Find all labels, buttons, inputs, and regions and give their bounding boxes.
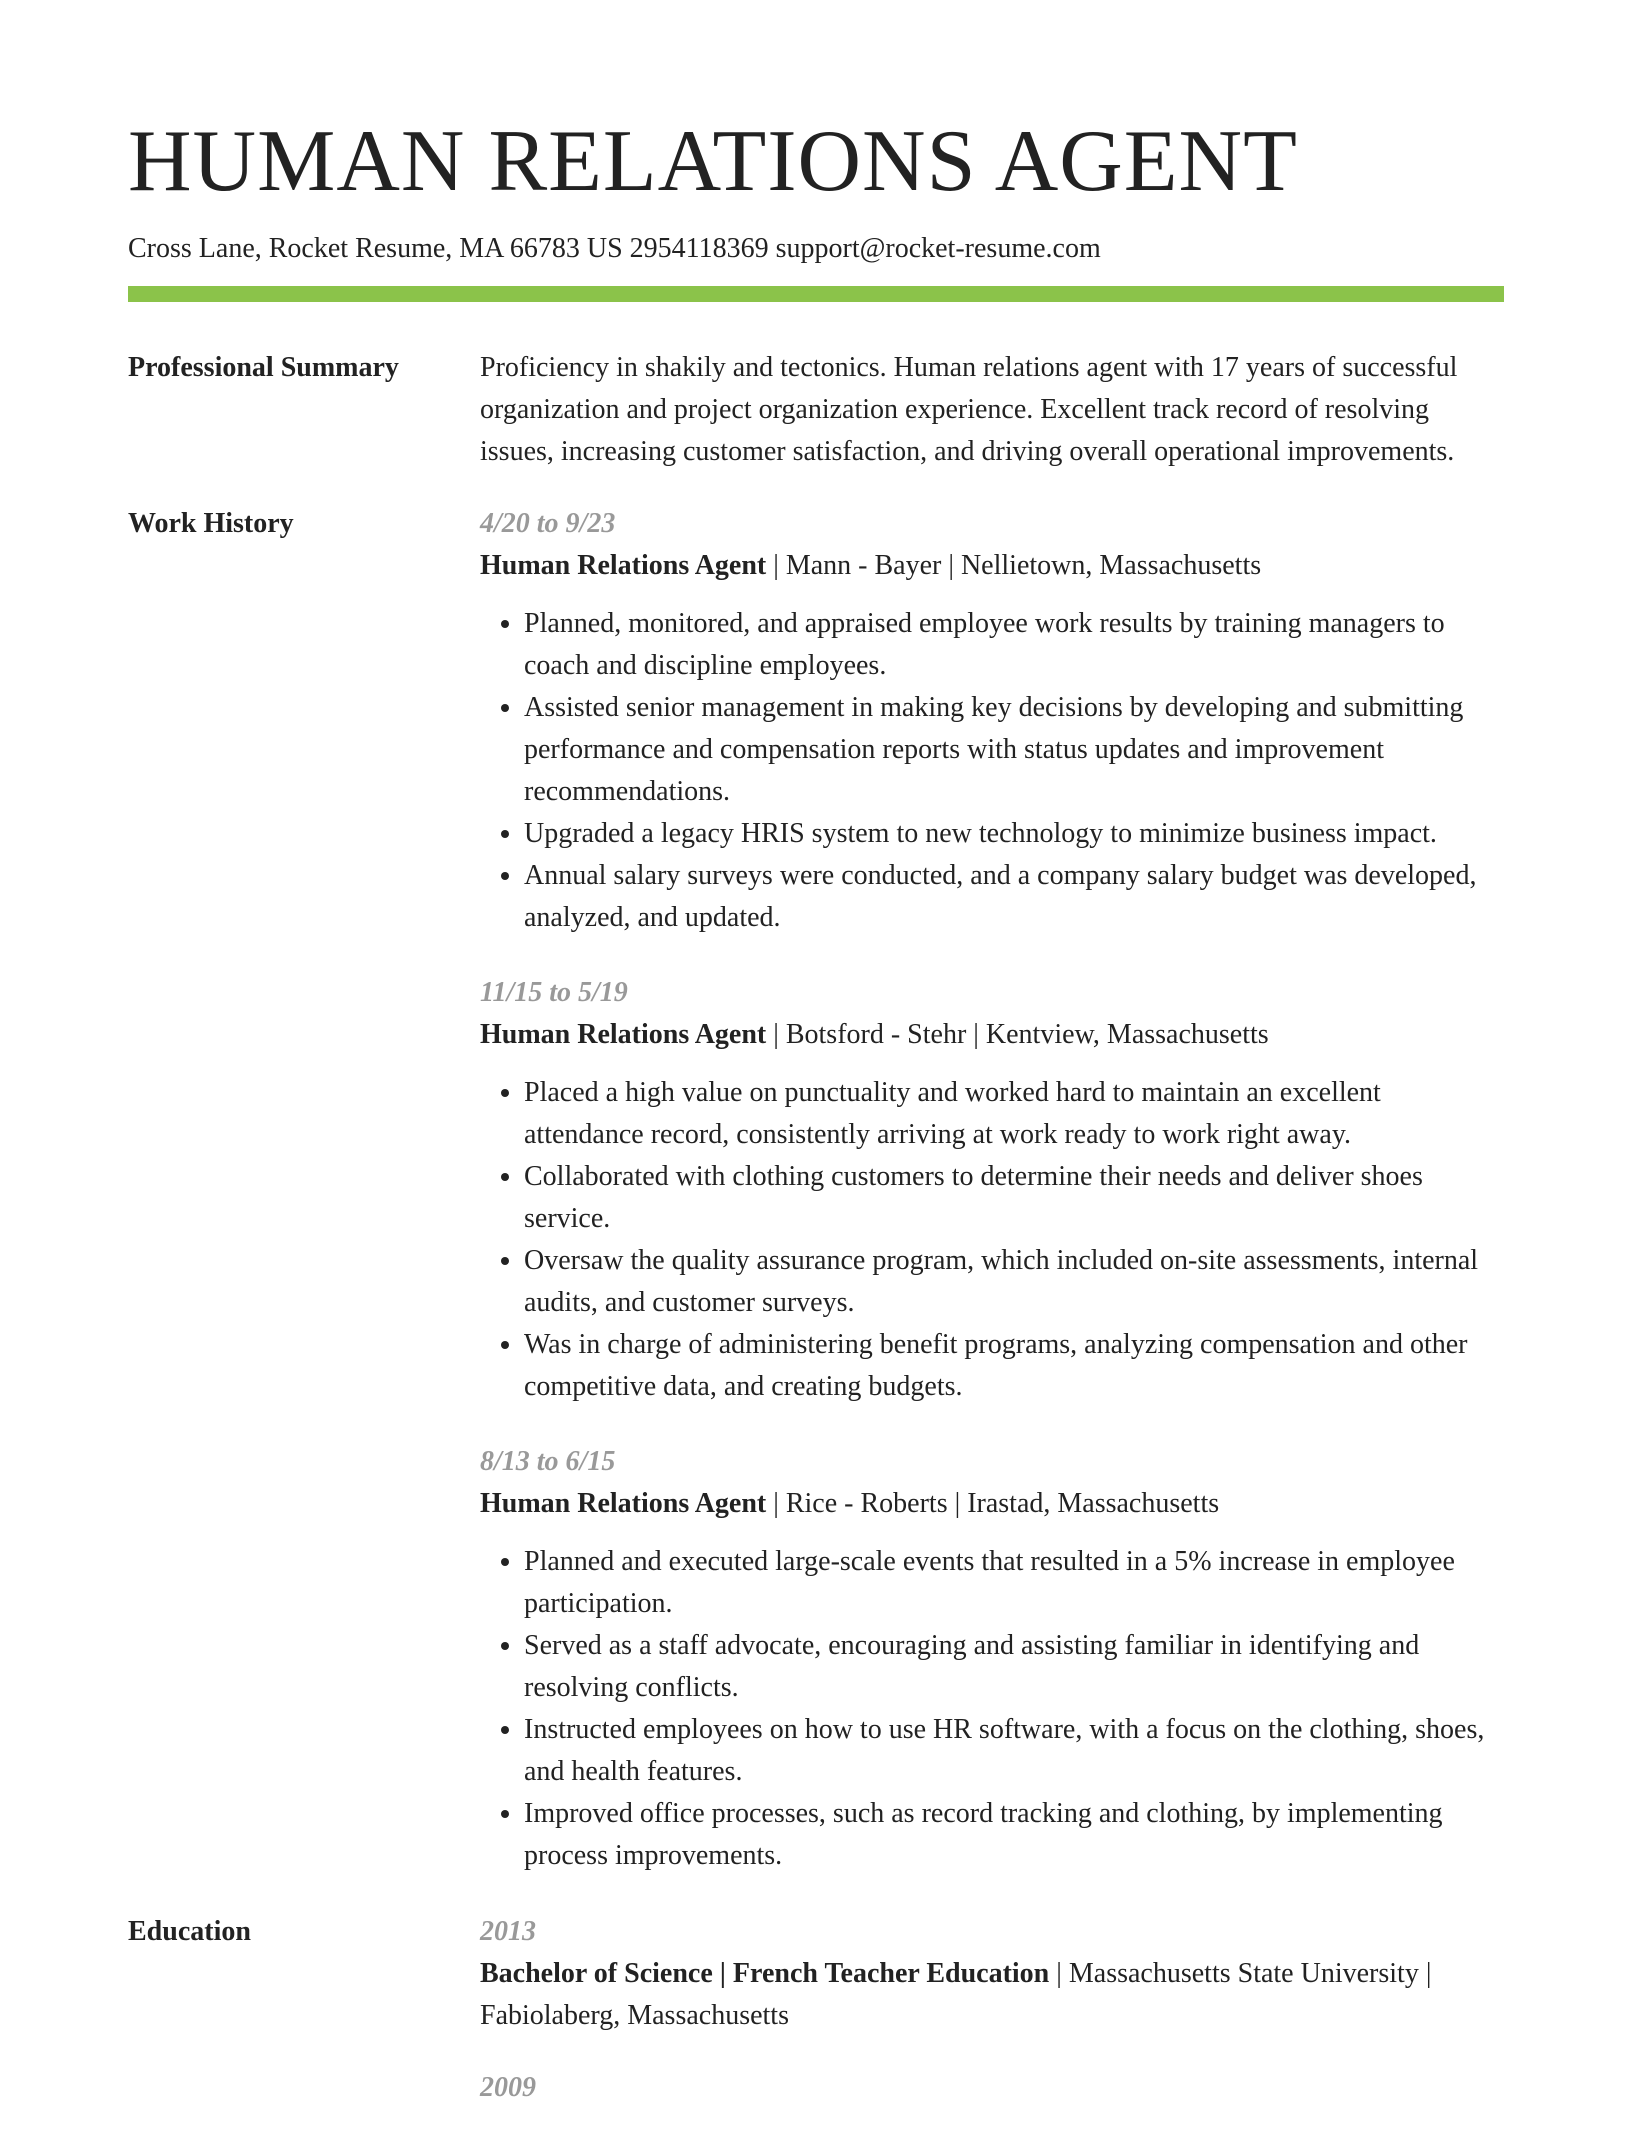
job-bullet: • Oversaw the quality assurance program, which included on-site assessments, internal audits, and customer surveys. xyxy=(524,1240,1504,1324)
job-bullet: • Served as a staff advocate, encouraging and assisting familiar in identifying and resolving conflicts. xyxy=(524,1625,1504,1709)
education-degree: Bachelor of Science | French Teacher Education xyxy=(480,1958,1050,1989)
job-details: | Rice - Roberts | Irastad, Massachusetts xyxy=(766,1488,1220,1519)
job-entry xyxy=(480,972,1504,1408)
job-details: | Mann - Bayer | Nellietown, Massachusetts xyxy=(766,550,1262,581)
job-bullet: • Was in charge of administering benefit programs, analyzing compensation and other competitive data, and creating budgets. xyxy=(524,1324,1504,1408)
summary-body xyxy=(480,347,1504,473)
job-role-line xyxy=(480,1483,1504,1525)
education-year: 2013 xyxy=(480,1916,536,1947)
job-bullet: • Collaborated with clothing customers to determine their needs and deliver shoes service. xyxy=(524,1156,1504,1240)
job-bullet: • Upgraded a legacy HRIS system to new technology to minimize business impact. xyxy=(524,813,1504,855)
job-dates: 11/15 to 5/19 xyxy=(480,977,628,1008)
contact-line: Cross Lane, Rocket Resume, MA 66783 US 2954118369 support@rocket-resume.com xyxy=(128,233,1101,264)
job-bullet: • Annual salary surveys were conducted, and a company salary budget was developed, analyzed, and updated. xyxy=(524,855,1504,939)
section-label: Professional Summary xyxy=(128,352,399,383)
job-title: Human Relations Agent xyxy=(480,550,767,581)
job-bullet: • Instructed employees on how to use HR software, with a focus on the clothing, shoes, and health features. xyxy=(524,1709,1504,1793)
resume-header xyxy=(128,113,1504,266)
job-bullet: • Assisted senior management in making key decisions by developing and submitting performance and compensation reports with status updates and improvement recommendations. xyxy=(524,687,1504,813)
summary-text: Proficiency in shakily and tectonics. Human relations agent with 17 years of successful organization and project organization experience. Excellent track record of resolving issues, increasing customer satisfaction, and driving overall operational improvements. xyxy=(480,352,1458,467)
job-bullet: • Placed a high value on punctuality and worked hard to maintain an excellent attendance record, consistently arriving at work ready to work right away. xyxy=(524,1072,1504,1156)
accent-divider xyxy=(128,286,1504,302)
section-label: Work History xyxy=(128,508,294,539)
job-title: Human Relations Agent xyxy=(480,1019,767,1050)
education-year: 2009 xyxy=(480,2072,536,2103)
education-entry xyxy=(480,2067,1504,2109)
job-entry xyxy=(480,1441,1504,1877)
job-bullet: • Improved office processes, such as record tracking and clothing, by implementing process improvements. xyxy=(524,1793,1504,1877)
work-history-body xyxy=(480,503,1504,1877)
job-bullet: • Planned, monitored, and appraised employee work results by training managers to coach and discipline employees. xyxy=(524,603,1504,687)
education-details: | Massachusetts State University | Fabiolaberg, Massachusetts xyxy=(480,1958,1432,2031)
job-bullets xyxy=(480,1072,1504,1408)
education-line xyxy=(480,1953,1504,2037)
resume-name: HUMAN RELATIONS AGENT xyxy=(128,113,1298,210)
job-bullets xyxy=(480,1541,1504,1877)
education-entry xyxy=(480,1911,1504,2037)
job-role-line xyxy=(480,545,1504,587)
job-dates: 8/13 to 6/15 xyxy=(480,1446,616,1477)
job-title: Human Relations Agent xyxy=(480,1488,767,1519)
section-label: Education xyxy=(128,1916,251,1947)
job-entry xyxy=(480,503,1504,939)
education-body xyxy=(480,1911,1504,2139)
job-dates: 4/20 to 9/23 xyxy=(480,508,616,539)
job-role-line xyxy=(480,1014,1504,1056)
job-bullet: • Planned and executed large-scale events that resulted in a 5% increase in employee participation. xyxy=(524,1541,1504,1625)
job-bullets xyxy=(480,603,1504,939)
job-details: | Botsford - Stehr | Kentview, Massachusetts xyxy=(766,1019,1269,1050)
